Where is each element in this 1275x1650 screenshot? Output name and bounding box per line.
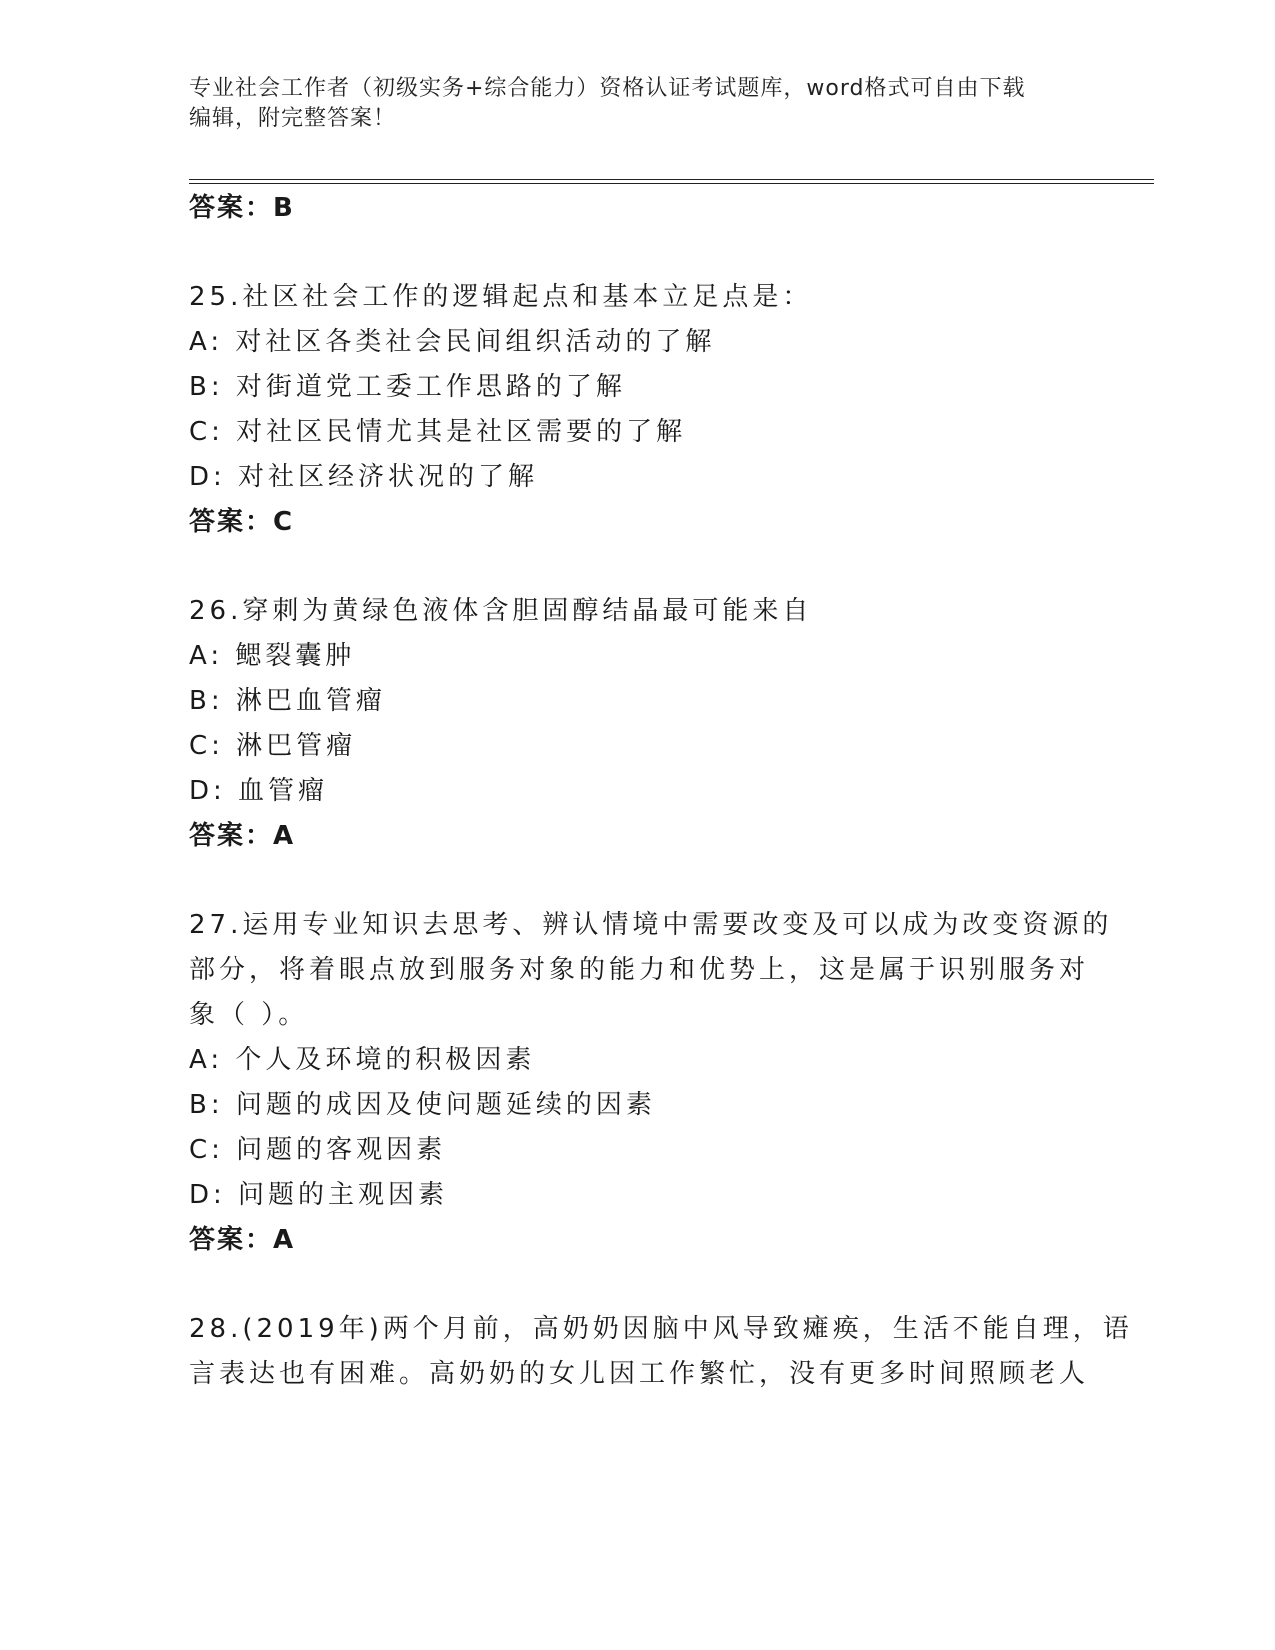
option-a: A: 个人及环境的积极因素 [189,1045,536,1075]
question-title-line: 27.运用专业知识去思考、辨认情境中需要改变及可以成为改变资源的 [189,910,1113,940]
question-title [189,903,1113,1038]
spacer [189,231,1089,275]
spacer [189,1263,1089,1307]
option-c: C: 对社区民情尤其是社区需要的了解 [189,417,687,447]
question-title-line: 26.穿刺为黄绿色液体含胆固醇结晶最可能来自 [189,596,813,626]
option-c: C: 淋巴管瘤 [189,731,357,761]
answer: 答案：A [189,1225,296,1255]
option-c: C: 问题的客观因素 [189,1135,447,1165]
option-a: A: 对社区各类社会民间组织活动的了解 [189,327,716,357]
option-b: B: 淋巴血管瘤 [189,686,386,716]
page-header [189,74,1089,134]
question-title-line: 部分，将着眼点放到服务对象的能力和优势上，这是属于识别服务对 [189,955,1090,985]
question-title [189,589,1089,634]
header-rule-bottom [189,183,1154,184]
question-title-line: 28.(2019年)两个月前，高奶奶因脑中风导致瘫痪，生活不能自理，语 [189,1314,1133,1344]
answer: 答案：A [189,821,296,851]
question-28 [189,1307,1133,1397]
previous-answer: 答案：B [189,193,295,223]
answer: 答案：C [189,507,295,537]
option-d: D: 对社区经济状况的了解 [189,462,539,492]
spacer [189,545,1089,589]
spacer [189,859,1089,903]
option-b: B: 对街道党工委工作思路的了解 [189,372,626,402]
question-title [189,1307,1133,1397]
header-rule-top [189,179,1154,180]
question-title-line: 象（ ）。 [189,1000,309,1030]
option-a: A: 鳃裂囊肿 [189,641,356,671]
question-27 [189,903,1113,1263]
option-d: D: 血管瘤 [189,776,329,806]
option-b: B: 问题的成因及使问题延续的因素 [189,1090,656,1120]
question-25 [189,275,1089,545]
question-title [189,275,1089,320]
option-d: D: 问题的主观因素 [189,1180,449,1210]
question-title-line: 25.社区社会工作的逻辑起点和基本立足点是： [189,282,813,312]
header-line-2: 编辑，附完整答案！ [189,106,397,131]
question-26 [189,589,1089,859]
question-title-line: 言表达也有困难。高奶奶的女儿因工作繁忙，没有更多时间照顾老人 [189,1359,1090,1389]
question-list [189,186,1133,1397]
header-line-1: 专业社会工作者（初级实务+综合能力）资格认证考试题库，word格式可自由下载 [189,76,1026,101]
